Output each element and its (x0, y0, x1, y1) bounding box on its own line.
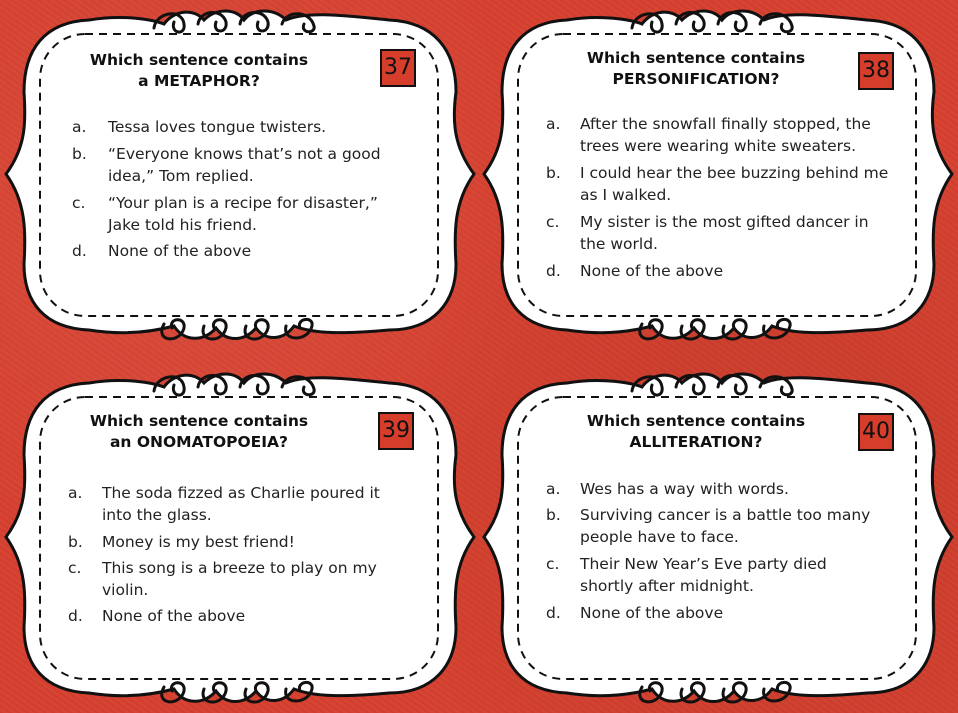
option-letter: c. (546, 213, 560, 231)
option-text: Their New Year’s Eve party died shortly after midnight. (580, 555, 827, 595)
answer-option (72, 143, 424, 189)
option-letter: d. (68, 607, 83, 625)
option-letter: b. (68, 533, 83, 551)
answer-option (68, 557, 424, 603)
option-text: My sister is the most gifted dancer in the world. (580, 213, 869, 253)
option-letter: a. (546, 115, 561, 133)
option-text: Surviving cancer is a battle too many people have to face. (580, 506, 871, 546)
card-question: Which sentence contains a METAPHOR? (89, 51, 309, 90)
answer-option (68, 482, 424, 528)
card-question: Which sentence contains an ONOMATOPOEIA? (89, 412, 309, 451)
option-text: The soda fizzed as Charlie poured it into the glass. (102, 484, 380, 524)
answer-option (546, 553, 902, 599)
task-card-39 (4, 365, 474, 710)
option-text: “Everyone knows that’s not a good idea,” Tom replied. (108, 145, 381, 185)
task-card-38 (482, 2, 952, 347)
option-letter: a. (72, 118, 87, 136)
option-text: “Your plan is a recipe for disaster,” Jake told his friend. (108, 194, 378, 234)
option-letter: b. (546, 164, 561, 182)
option-letter: c. (546, 555, 560, 573)
option-text: Tessa loves tongue twisters. (108, 118, 327, 136)
answer-option (72, 192, 424, 238)
task-card-40 (482, 365, 952, 710)
card-number-badge: 38 (858, 52, 894, 90)
answer-option (546, 113, 902, 159)
option-letter: a. (68, 484, 83, 502)
option-text: This song is a breeze to play on my violin. (102, 559, 377, 599)
option-text: Wes has a way with words. (580, 480, 789, 498)
answer-option (546, 602, 902, 648)
answer-option (68, 605, 424, 651)
card-question: Which sentence contains ALLITERATION? (586, 412, 806, 451)
answer-option (546, 162, 902, 208)
option-letter: c. (68, 559, 82, 577)
answer-option (546, 260, 902, 306)
task-card-37 (4, 2, 474, 347)
option-text: None of the above (102, 607, 246, 625)
option-letter: b. (546, 506, 561, 524)
option-letter: d. (546, 262, 561, 280)
option-letter: d. (546, 604, 561, 622)
card-number-badge: 39 (378, 412, 414, 450)
card-question: Which sentence contains PERSONIFICATION? (586, 49, 806, 88)
answer-option (546, 504, 902, 550)
card-number-badge: 40 (858, 413, 894, 451)
option-letter: b. (72, 145, 87, 163)
option-letter: c. (72, 194, 86, 212)
option-text: Money is my best friend! (102, 533, 295, 551)
answer-option (546, 211, 902, 257)
option-text: None of the above (108, 242, 252, 260)
option-letter: d. (72, 242, 87, 260)
answer-option (72, 240, 424, 286)
option-text: None of the above (580, 262, 724, 280)
option-text: After the snowfall finally stopped, the trees were wearing white sweaters. (580, 115, 871, 155)
option-text: None of the above (580, 604, 724, 622)
card-number-badge: 37 (380, 49, 416, 87)
option-letter: a. (546, 480, 561, 498)
option-text: I could hear the bee buzzing behind me as I walked. (580, 164, 889, 204)
